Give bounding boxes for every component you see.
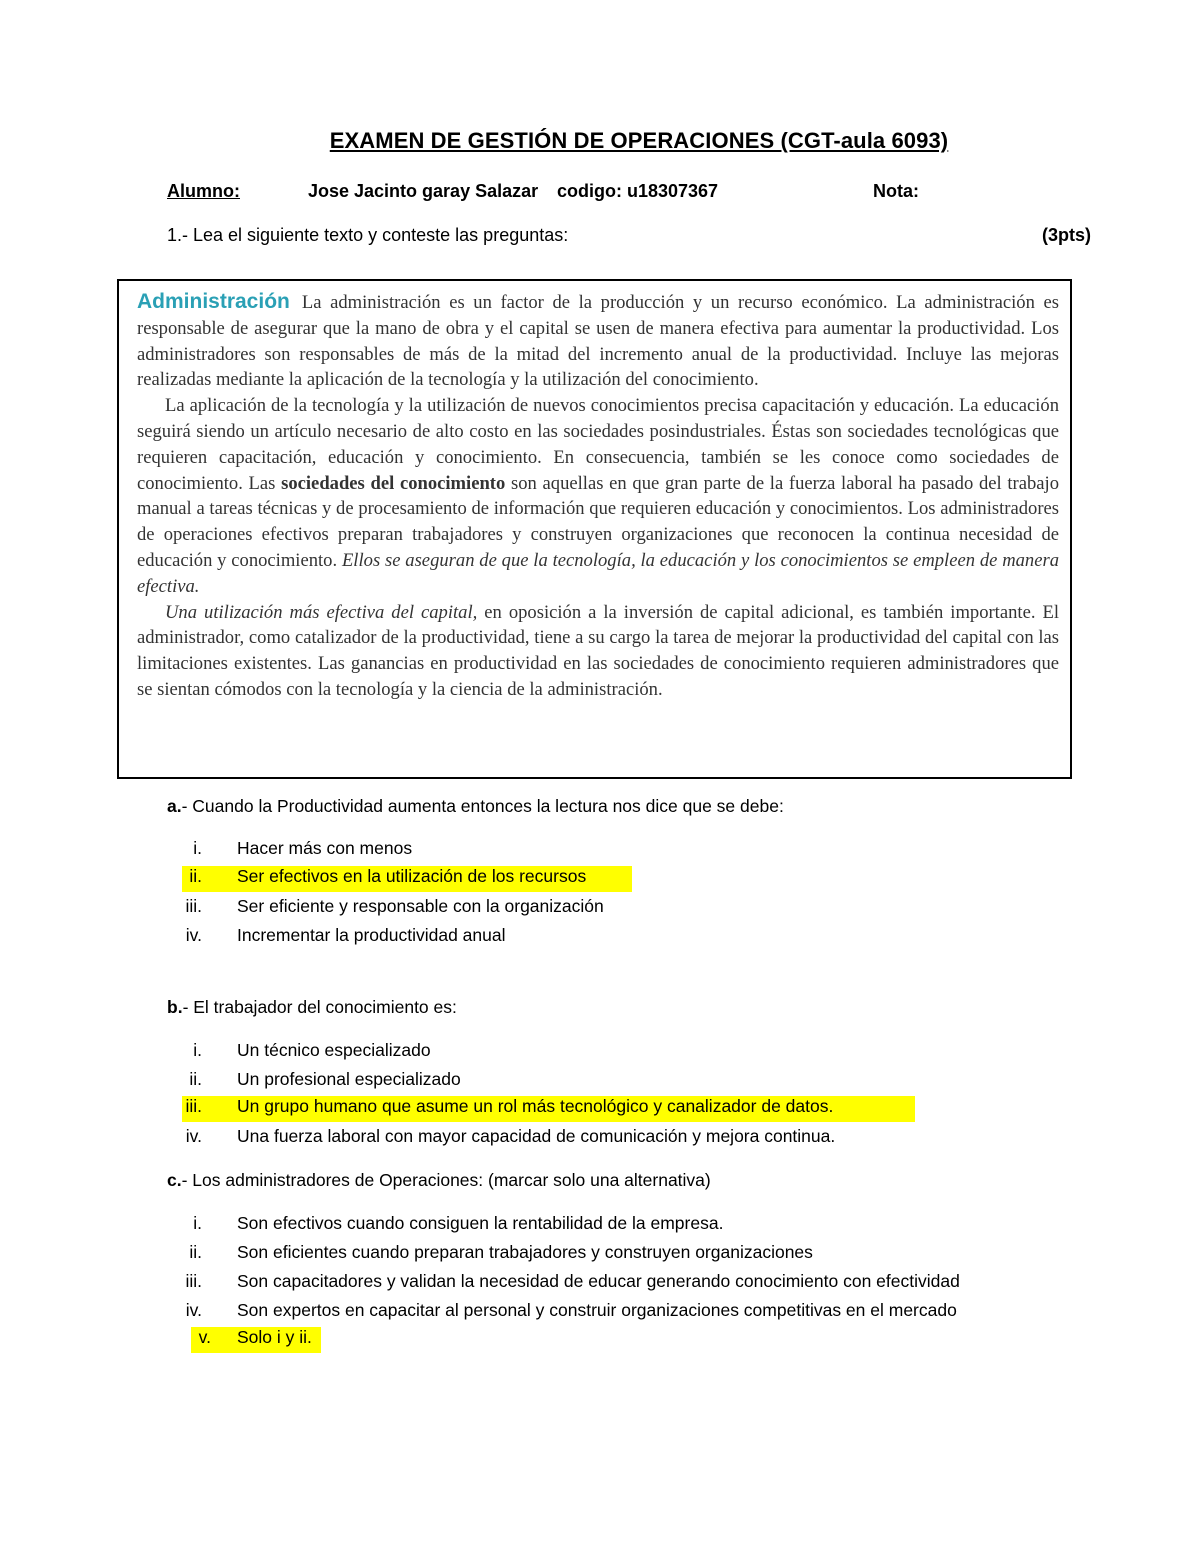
student-name: Jose Jacinto garay Salazar [308,181,539,201]
option-c-v-selected[interactable]: v. Solo i y ii. [191,1327,321,1353]
question-a: a.- Cuando la Productividad aumenta entonces la lectura nos dice que se debe: [167,796,784,816]
student-code: codigo: u18307367 [557,181,719,201]
option-b-iv[interactable]: iv. Una fuerza laboral con mayor capacidad de comunicación y mejora continua. [185,1126,836,1146]
grade-label: Nota: [873,181,919,201]
reading-paragraph-2: La aplicación de la tecnología y la utilización de nuevos conocimientos precisa capacitación y educación. La educación seguirá siendo un artículo necesario de alto costo en las sociedades posindustriales. Éstas son sociedades tecnológicas que requieren capacitación, educación y conocimiento. En consecuencia, también se les conoce como sociedades de conocimiento. Las sociedades del conocimiento son aquellas en que gran parte de la fuerza laboral ha pasado del trabajo manual a tareas técnicas y de procesamiento de información que requieren educación y conocimientos. Los administradores de operaciones efectivos preparan trabajadores y construyen organizaciones que reconocen la continua necesidad de educación y conocimiento. Ellos se aseguran de que la tecnología, la educación y los conocimientos se empleen de manera efectiva. [137,395,1059,597]
question-c: c.- Los administradores de Operaciones: (marcar solo una alternativa) [167,1170,711,1190]
reading-paragraph-3: Una utilización más efectiva del capital, en oposición a la inversión de capital adicional, es también importante. El administrador, como catalizador de la productividad, tiene a su cargo la tarea de mejorar la productividad del capital con las limitaciones existentes. Las ganancias en productividad en las sociedades de conocimiento requieren administradores que se sientan cómodos con la tecnología y la ciencia de la administración. [137,601,1059,700]
question-1-points: (3pts) [1042,225,1091,245]
option-a-i[interactable]: i. Hacer más con menos [193,838,413,858]
reading-paragraph-1: Administración La administración es un factor de la producción y un recurso económico. La administración es responsable de asegurar que la mano de obra y el capital se usen de manera efectiva para aumentar la productividad. Los administradores son responsables de más de la mitad del incremento anual de la productividad. Incluye las mejoras realizadas mediante la aplicación de la tecnología y la utilización del conocimiento. [137,290,1059,391]
option-a-ii-selected[interactable]: ii. Ser efectivos en la utilización de los recursos [182,866,632,892]
option-b-ii[interactable]: ii. Un profesional especializado [189,1069,461,1089]
option-c-iii[interactable]: iii. Son capacitadores y validan la necesidad de educar generando conocimiento con efectividad [185,1271,960,1291]
option-c-ii[interactable]: ii. Son eficientes cuando preparan trabajadores y construyen organizaciones [189,1242,813,1262]
option-a-iii[interactable]: iii. Ser eficiente y responsable con la organización [185,896,604,916]
option-b-i[interactable]: i. Un técnico especializado [193,1040,431,1060]
reading-text [137,289,1059,703]
option-a-iv[interactable]: iv. Incrementar la productividad anual [185,925,506,945]
option-c-i[interactable]: i. Son efectivos cuando consiguen la rentabilidad de la empresa. [193,1213,724,1233]
reading-box [117,279,1072,779]
question-b: b.- El trabajador del conocimiento es: [167,997,457,1017]
key-term: sociedades del conocimiento [281,472,506,494]
exam-title: EXAMEN DE GESTIÓN DE OPERACIONES (CGT-aula 6093) [329,128,949,153]
reading-heading: Administración [137,290,290,313]
option-c-iv[interactable]: iv. Son expertos en capacitar al personal y construir organizaciones competitivas en el mercado [185,1300,957,1320]
option-b-iii-selected[interactable]: iii. Un grupo humano que asume un rol más tecnológico y canalizador de datos. [182,1096,915,1122]
student-label: Alumno: [167,181,240,201]
question-1-text: 1.- Lea el siguiente texto y conteste las preguntas: [167,225,569,245]
